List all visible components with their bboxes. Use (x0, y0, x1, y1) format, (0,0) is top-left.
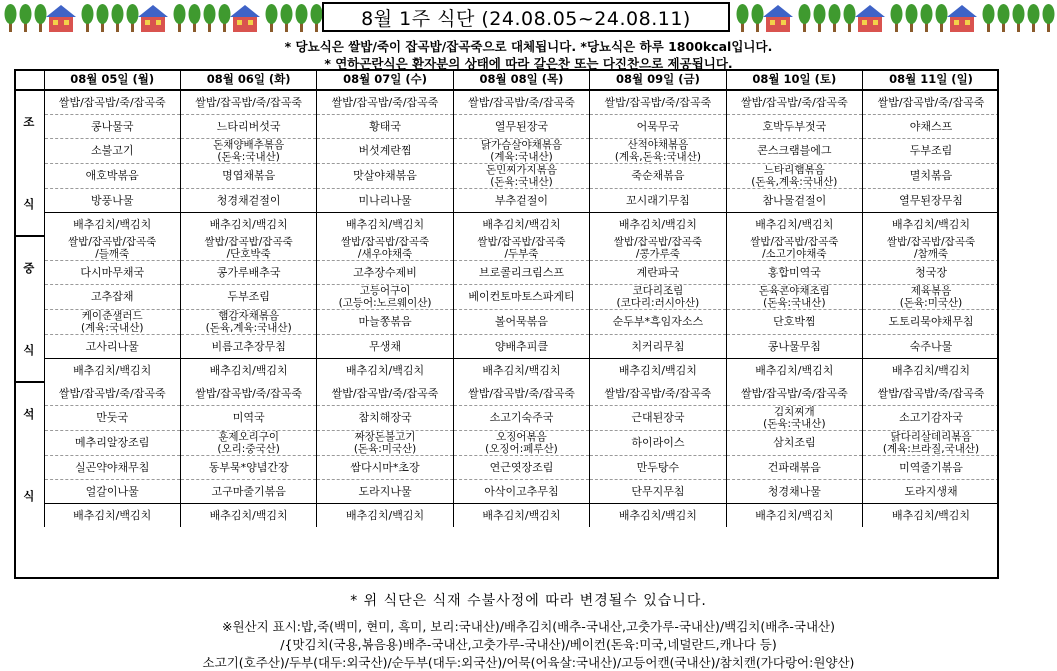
menu-item-dinner-sat: 삼치조림 (726, 431, 862, 456)
menu-row (14, 456, 999, 480)
menu-row (14, 164, 999, 189)
menu-item-lunch-mon: 고추잡채 (44, 285, 180, 310)
menu-item-dinner-thu: 오징어볶음 (오징어:페루산) (453, 431, 589, 456)
day-header-sat: 08월 10일 (토) (726, 69, 862, 90)
menu-item-breakfast-fri: 쌀밥/잡곡밥/죽/잡곡죽 (590, 90, 726, 115)
menu-item-dinner-fri: 배추김치/백김치 (590, 504, 726, 528)
menu-item-dinner-mon: 메추리알장조림 (44, 431, 180, 456)
menu-item-lunch-sat: 콩나물무침 (726, 335, 862, 359)
menu-item-dinner-tue: 미역국 (180, 406, 316, 431)
weekly-menu-table (14, 69, 999, 527)
menu-row (14, 359, 999, 383)
menu-row (14, 382, 999, 406)
menu-item-lunch-tue: 햄감자채볶음 (돈육,계육:국내산) (180, 310, 316, 335)
menu-item-dinner-sun: 미역줄기볶음 (863, 456, 999, 480)
diabetes-notice: * 당뇨식은 쌀밥/죽이 잡곡밥/잡곡죽으로 대체됩니다. *당뇨식은 하루 1800kcal입니다. (284, 39, 773, 54)
tree-icon (5, 4, 17, 32)
tree-icon (127, 4, 139, 32)
menu-item-lunch-sat: 돈육콘야채조림 (돈육:국내산) (726, 285, 862, 310)
tree-icon (189, 4, 201, 32)
day-header-row (14, 69, 999, 90)
menu-item-lunch-fri: 치커리무침 (590, 335, 726, 359)
menu-item-dinner-tue: 훈제오리구이 (오리:중국산) (180, 431, 316, 456)
meal-label-dinner (14, 382, 44, 527)
menu-item-breakfast-sat: 쌀밥/잡곡밥/죽/잡곡죽 (726, 90, 862, 115)
menu-item-lunch-thu: 양배추피클 (453, 335, 589, 359)
menu-item-breakfast-mon: 방풍나물 (44, 189, 180, 213)
tree-icon (891, 4, 903, 32)
menu-row (14, 261, 999, 285)
menu-item-breakfast-wed: 버섯계란찜 (317, 139, 453, 164)
menu-item-breakfast-sun: 두부조림 (863, 139, 999, 164)
menu-item-breakfast-fri: 배추김치/백김치 (590, 213, 726, 237)
menu-row (14, 480, 999, 504)
menu-item-dinner-fri: 단무지무침 (590, 480, 726, 504)
origin-line-3: 소고기(호주산)/두부(대두:외국산)/순두부(대두:외국산)/어묵(어육살:국내산)/고등어캔(국내산)/참치캔(가다랑어:원양산) (202, 655, 855, 670)
menu-item-lunch-fri: 쌀밥/잡곡밥/잡곡죽 /콩가루죽 (590, 236, 726, 261)
menu-item-breakfast-wed: 배추김치/백김치 (317, 213, 453, 237)
menu-item-dinner-sat: 배추김치/백김치 (726, 504, 862, 528)
day-header-mon: 08월 05일 (월) (44, 69, 180, 90)
menu-item-dinner-wed: 짜장돈불고기 (돈육:미국산) (317, 431, 453, 456)
meal-label-lunch (14, 236, 44, 382)
menu-item-dinner-sat: 쌀밥/잡곡밥/죽/잡곡죽 (726, 382, 862, 406)
meal-label-bottom: 식 (23, 197, 35, 211)
tree-icon (112, 4, 124, 32)
menu-item-lunch-tue: 배추김치/백김치 (180, 359, 316, 383)
day-header-wed: 08월 07일 (수) (317, 69, 453, 90)
tree-icon (829, 4, 841, 32)
menu-item-dinner-wed: 쌀밥/잡곡밥/죽/잡곡죽 (317, 382, 453, 406)
menu-item-breakfast-mon: 소불고기 (44, 139, 180, 164)
menu-item-lunch-wed: 배추김치/백김치 (317, 359, 453, 383)
menu-item-dinner-tue: 배추김치/백김치 (180, 504, 316, 528)
menu-item-lunch-tue: 두부조림 (180, 285, 316, 310)
tree-icon (906, 4, 918, 32)
decorative-trees-left (0, 0, 322, 34)
tree-icon (1043, 4, 1055, 32)
menu-item-dinner-wed: 참치해장국 (317, 406, 453, 431)
menu-item-lunch-sun: 도토리묵야채무침 (863, 310, 999, 335)
menu-row (14, 310, 999, 335)
menu-item-lunch-wed: 고등어구이 (고등어:노르웨이산) (317, 285, 453, 310)
house-icon (763, 5, 793, 32)
menu-item-breakfast-thu: 부추겉절이 (453, 189, 589, 213)
menu-item-breakfast-mon: 애호박볶음 (44, 164, 180, 189)
tree-icon (219, 4, 231, 32)
menu-item-lunch-sun: 청국장 (863, 261, 999, 285)
tree-icon (204, 4, 216, 32)
meal-label-bottom: 식 (23, 343, 35, 357)
menu-item-lunch-mon: 쌀밥/잡곡밥/잡곡죽 /들깨죽 (44, 236, 180, 261)
menu-title: 8월 1주 식단 (24.08.05~24.08.11) (322, 2, 730, 32)
house-icon (138, 5, 168, 32)
menu-item-lunch-mon: 고사리나물 (44, 335, 180, 359)
meal-label-top: 중 (23, 261, 35, 275)
menu-item-dinner-fri: 하이라이스 (590, 431, 726, 456)
menu-item-breakfast-sun: 열무된장무침 (863, 189, 999, 213)
menu-item-lunch-tue: 콩가루배추국 (180, 261, 316, 285)
corner-cell (14, 69, 44, 90)
menu-item-dinner-wed: 배추김치/백김치 (317, 504, 453, 528)
menu-item-breakfast-tue: 쌀밥/잡곡밥/죽/잡곡죽 (180, 90, 316, 115)
menu-item-lunch-mon: 배추김치/백김치 (44, 359, 180, 383)
menu-item-dinner-wed: 도라지나물 (317, 480, 453, 504)
menu-item-breakfast-mon: 콩나물국 (44, 115, 180, 139)
menu-item-breakfast-sat: 참나물겉절이 (726, 189, 862, 213)
menu-item-lunch-sun: 제육볶음 (돈육:미국산) (863, 285, 999, 310)
menu-item-dinner-thu: 연근엿장조림 (453, 456, 589, 480)
menu-row (14, 115, 999, 139)
tree-icon (174, 4, 186, 32)
menu-item-lunch-sat: 홍합미역국 (726, 261, 862, 285)
menu-item-dinner-wed: 쌈다시마*초장 (317, 456, 453, 480)
tree-icon (936, 4, 948, 32)
tree-icon (281, 4, 293, 32)
menu-item-lunch-mon: 케이준샐러드 (계육:국내산) (44, 310, 180, 335)
menu-item-breakfast-sun: 멸치볶음 (863, 164, 999, 189)
menu-item-breakfast-wed: 황태국 (317, 115, 453, 139)
menu-item-breakfast-tue: 청경채겉절이 (180, 189, 316, 213)
meal-label-bottom: 식 (23, 489, 35, 503)
dysphagia-notice: * 연하곤란식은 환자분의 상태에 따라 갈은찬 또는 다진찬으로 제공됩니다. (324, 56, 733, 71)
meal-label-top: 석 (23, 407, 35, 421)
menu-item-dinner-fri: 근대된장국 (590, 406, 726, 431)
menu-item-breakfast-sun: 쌀밥/잡곡밥/죽/잡곡죽 (863, 90, 999, 115)
tree-icon (737, 4, 749, 32)
menu-item-breakfast-wed: 미나리나물 (317, 189, 453, 213)
menu-item-breakfast-fri: 죽순채볶음 (590, 164, 726, 189)
menu-item-lunch-fri: 순두부*흑임자소스 (590, 310, 726, 335)
change-notice: * 위 식단은 식재 수불사정에 따라 변경될수 있습니다. (350, 593, 707, 609)
menu-item-dinner-thu: 배추김치/백김치 (453, 504, 589, 528)
menu-row (14, 285, 999, 310)
menu-item-dinner-sat: 김치찌개 (돈육:국내산) (726, 406, 862, 431)
menu-item-breakfast-thu: 열무된장국 (453, 115, 589, 139)
tree-icon (1013, 4, 1025, 32)
menu-item-dinner-sun: 닭다리살데리볶음 (계육:브라질,국내산) (863, 431, 999, 456)
tree-icon (752, 4, 764, 32)
meal-label-breakfast (14, 90, 44, 236)
decorative-trees-right (732, 0, 1057, 34)
menu-item-breakfast-fri: 어묵무국 (590, 115, 726, 139)
menu-item-lunch-thu: 베이컨토마토스파게티 (453, 285, 589, 310)
menu-item-lunch-thu: 쌀밥/잡곡밥/잡곡죽 /두부죽 (453, 236, 589, 261)
menu-row (14, 236, 999, 261)
menu-item-dinner-thu: 아삭이고추무침 (453, 480, 589, 504)
menu-item-dinner-tue: 쌀밥/잡곡밥/죽/잡곡죽 (180, 382, 316, 406)
menu-item-lunch-wed: 마늘쫑볶음 (317, 310, 453, 335)
menu-item-breakfast-sat: 배추김치/백김치 (726, 213, 862, 237)
menu-item-breakfast-mon: 쌀밥/잡곡밥/죽/잡곡죽 (44, 90, 180, 115)
menu-item-lunch-thu: 배추김치/백김치 (453, 359, 589, 383)
menu-item-breakfast-tue: 돈채양배추볶음 (돈육:국내산) (180, 139, 316, 164)
menu-item-lunch-thu: 브로콜리크림스프 (453, 261, 589, 285)
menu-item-dinner-thu: 소고기숙주국 (453, 406, 589, 431)
tree-icon (799, 4, 811, 32)
tree-icon (983, 4, 995, 32)
tree-icon (266, 4, 278, 32)
menu-item-lunch-sun: 쌀밥/잡곡밥/잡곡죽 /참깨죽 (863, 236, 999, 261)
menu-item-dinner-fri: 쌀밥/잡곡밥/죽/잡곡죽 (590, 382, 726, 406)
menu-item-dinner-sat: 청경채나물 (726, 480, 862, 504)
menu-item-dinner-mon: 실곤약야채무침 (44, 456, 180, 480)
menu-row (14, 335, 999, 359)
menu-item-lunch-sat: 단호박찜 (726, 310, 862, 335)
house-icon (855, 5, 885, 32)
menu-item-dinner-mon: 쌀밥/잡곡밥/죽/잡곡죽 (44, 382, 180, 406)
menu-item-lunch-fri: 배추김치/백김치 (590, 359, 726, 383)
tree-icon (296, 4, 308, 32)
tree-icon (35, 4, 47, 32)
menu-item-lunch-wed: 고추장수제비 (317, 261, 453, 285)
menu-item-dinner-tue: 고구마줄기볶음 (180, 480, 316, 504)
menu-item-lunch-tue: 쌀밥/잡곡밥/잡곡죽 /단호박죽 (180, 236, 316, 261)
menu-item-breakfast-sat: 느타리햄볶음 (돈육,계육:국내산) (726, 164, 862, 189)
day-header-thu: 08월 08일 (목) (453, 69, 589, 90)
menu-item-breakfast-thu: 돈민찌가지볶음 (돈육:국내산) (453, 164, 589, 189)
menu-row (14, 431, 999, 456)
tree-icon (921, 4, 933, 32)
menu-item-lunch-mon: 다시마무채국 (44, 261, 180, 285)
house-icon (230, 5, 260, 32)
menu-item-breakfast-fri: 꼬시래기무침 (590, 189, 726, 213)
origin-line-1: ※원산지 표시:밥,죽(백미, 현미, 흑미, 보리:국내산)/배추김치(배추-국내산,고춧가루-국내산)/백김치(배추-국내산) (221, 619, 836, 634)
menu-item-dinner-thu: 쌀밥/잡곡밥/죽/잡곡죽 (453, 382, 589, 406)
day-header-fri: 08월 09일 (금) (590, 69, 726, 90)
menu-item-dinner-mon: 얼갈이나물 (44, 480, 180, 504)
menu-item-breakfast-tue: 배추김치/백김치 (180, 213, 316, 237)
menu-row (14, 189, 999, 213)
menu-item-lunch-sat: 배추김치/백김치 (726, 359, 862, 383)
day-header-sun: 08월 11일 (일) (863, 69, 999, 90)
menu-item-dinner-tue: 동부묵*양념간장 (180, 456, 316, 480)
tree-icon (998, 4, 1010, 32)
menu-item-breakfast-sat: 호박두부젓국 (726, 115, 862, 139)
menu-item-breakfast-fri: 산적야채볶음 (계육,돈육:국내산) (590, 139, 726, 164)
menu-item-breakfast-sun: 배추김치/백김치 (863, 213, 999, 237)
menu-item-lunch-tue: 비름고추장무침 (180, 335, 316, 359)
house-icon (947, 5, 977, 32)
menu-item-dinner-mon: 배추김치/백김치 (44, 504, 180, 528)
tree-icon (1028, 4, 1040, 32)
menu-item-breakfast-mon: 배추김치/백김치 (44, 213, 180, 237)
menu-item-breakfast-sat: 콘스크램블에그 (726, 139, 862, 164)
menu-item-dinner-sat: 건파래볶음 (726, 456, 862, 480)
tree-icon (311, 4, 323, 32)
menu-item-breakfast-tue: 느타리버섯국 (180, 115, 316, 139)
day-header-tue: 08월 06일 (화) (180, 69, 316, 90)
menu-row (14, 504, 999, 528)
menu-item-lunch-sun: 숙주나물 (863, 335, 999, 359)
menu-item-breakfast-wed: 쌀밥/잡곡밥/죽/잡곡죽 (317, 90, 453, 115)
menu-item-breakfast-sun: 야채스프 (863, 115, 999, 139)
menu-item-lunch-fri: 코다리조림 (코다리:러시아산) (590, 285, 726, 310)
menu-item-lunch-fri: 계란파국 (590, 261, 726, 285)
menu-row (14, 90, 999, 115)
menu-row (14, 213, 999, 237)
menu-item-dinner-fri: 만두탕수 (590, 456, 726, 480)
menu-row (14, 406, 999, 431)
menu-item-dinner-sun: 도라지생채 (863, 480, 999, 504)
menu-item-lunch-sun: 배추김치/백김치 (863, 359, 999, 383)
menu-item-lunch-sat: 쌀밥/잡곡밥/잡곡죽 /소고기야채죽 (726, 236, 862, 261)
menu-item-dinner-mon: 만둣국 (44, 406, 180, 431)
tree-icon (814, 4, 826, 32)
tree-icon (844, 4, 856, 32)
menu-item-lunch-thu: 볼어묵볶음 (453, 310, 589, 335)
tree-icon (97, 4, 109, 32)
menu-item-dinner-sun: 소고기감자국 (863, 406, 999, 431)
menu-item-breakfast-wed: 맛살야채볶음 (317, 164, 453, 189)
menu-item-breakfast-tue: 명엽채볶음 (180, 164, 316, 189)
menu-item-breakfast-thu: 닭가슴살야채볶음 (계육:국내산) (453, 139, 589, 164)
menu-item-lunch-wed: 쌀밥/잡곡밥/잡곡죽 /새우야채죽 (317, 236, 453, 261)
meal-label-top: 조 (23, 115, 35, 129)
menu-item-breakfast-thu: 배추김치/백김치 (453, 213, 589, 237)
tree-icon (82, 4, 94, 32)
origin-line-2: /{맛김치(국용,볶음용)배추-국내산,고춧가루-국내산)/베이컨(돈육:미국,네덜란드,캐나다 등) (280, 637, 777, 652)
house-icon (46, 5, 76, 32)
menu-row (14, 139, 999, 164)
menu-item-dinner-sun: 배추김치/백김치 (863, 504, 999, 528)
menu-item-breakfast-thu: 쌀밥/잡곡밥/죽/잡곡죽 (453, 90, 589, 115)
tree-icon (20, 4, 32, 32)
menu-item-dinner-sun: 쌀밥/잡곡밥/죽/잡곡죽 (863, 382, 999, 406)
menu-item-lunch-wed: 무생채 (317, 335, 453, 359)
